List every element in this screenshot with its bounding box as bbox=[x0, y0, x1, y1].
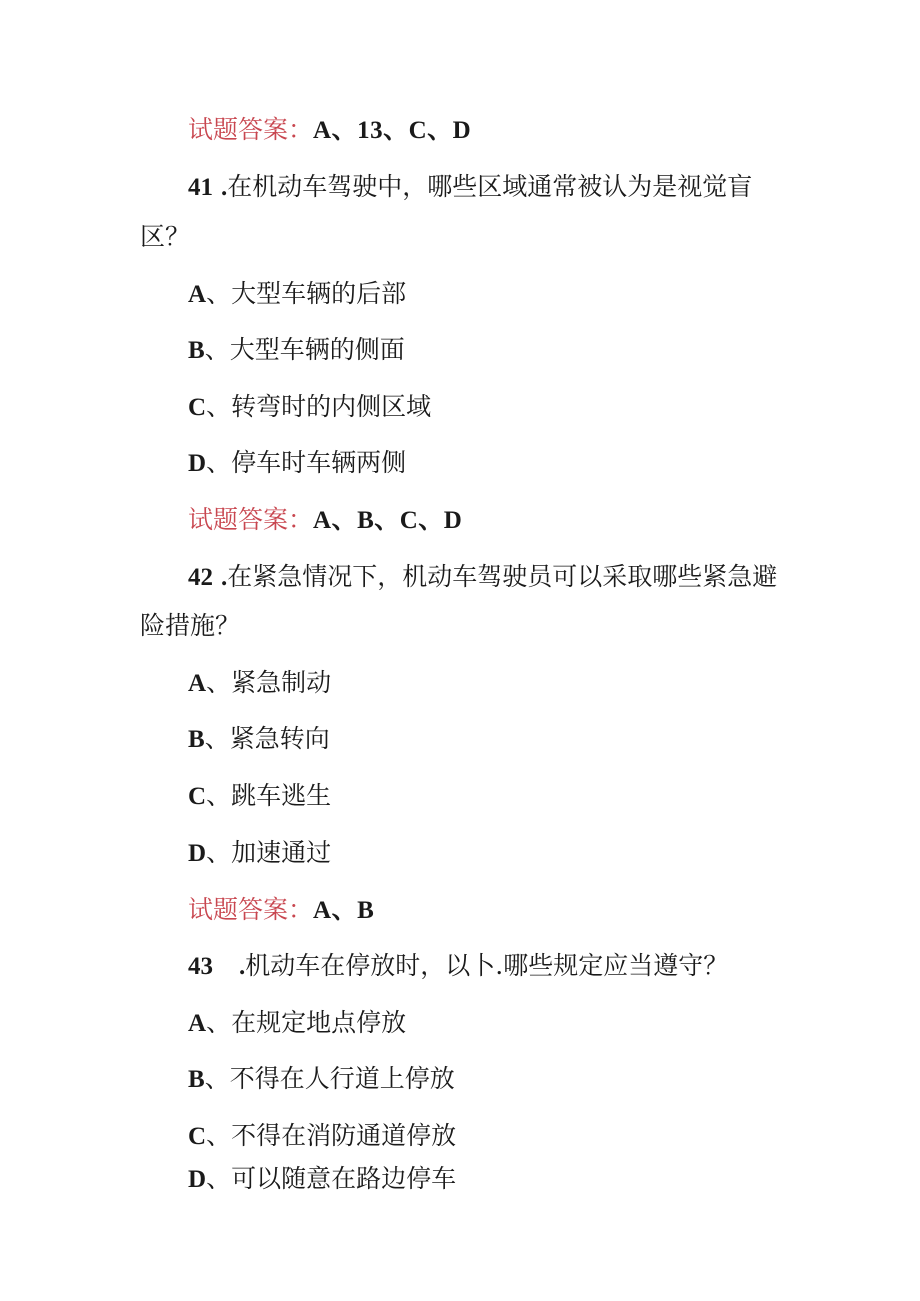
question-number: 41 bbox=[188, 174, 213, 201]
option-41-c: C、转弯时的内侧区域 bbox=[188, 392, 432, 421]
option-43-d: D、可以随意在路边停车 bbox=[188, 1164, 457, 1193]
answer-line-41 bbox=[188, 505, 462, 536]
option-41-a: A、大型车辆的后部 bbox=[188, 279, 407, 308]
answer-value: A、B、C、D bbox=[313, 507, 463, 534]
option-43-a: A、在规定地点停放 bbox=[188, 1008, 407, 1037]
question-number: 43 bbox=[188, 953, 213, 980]
answer-label: 试题答案： bbox=[188, 895, 314, 924]
answer-label: 试题答案： bbox=[188, 115, 314, 144]
answer-value: A、B bbox=[313, 897, 375, 924]
question-text-continued: 险措施？ bbox=[140, 611, 241, 640]
question-text: 机动车在停放时，以卜.哪些规定应当遵守？ bbox=[245, 951, 729, 980]
question-41-line2 bbox=[140, 222, 190, 252]
option-42-c: C、跳车逃生 bbox=[188, 781, 332, 810]
question-41-line1: 41 .在机动车驾驶中，哪些区域通常被认为是视觉盲 bbox=[188, 172, 753, 201]
option-43-c: C、不得在消防通道停放 bbox=[188, 1121, 457, 1150]
option-43-b: B、不得在人行道上停放 bbox=[188, 1064, 455, 1093]
question-text: 在机动车驾驶中，哪些区域通常被认为是视觉盲 bbox=[227, 172, 753, 201]
answer-line-prev bbox=[188, 115, 471, 146]
option-42-b: B、紧急转向 bbox=[188, 724, 330, 753]
answer-label: 试题答案： bbox=[188, 505, 314, 534]
question-43-line1: 43 .机动车在停放时，以卜.哪些规定应当遵守？ bbox=[188, 951, 729, 980]
option-42-d: D、加速通过 bbox=[188, 838, 332, 867]
option-41-b: B、大型车辆的侧面 bbox=[188, 335, 405, 364]
question-42-line1: 42 .在紧急情况下，机动车驾驶员可以采取哪些紧急避 bbox=[188, 562, 778, 591]
answer-line-42 bbox=[188, 895, 374, 926]
option-42-a: A、紧急制动 bbox=[188, 668, 332, 697]
answer-value: A、13、C、D bbox=[313, 117, 472, 144]
option-41-d: D、停车时车辆两侧 bbox=[188, 448, 407, 477]
question-text-continued: 区？ bbox=[140, 222, 191, 251]
question-number: 42 bbox=[188, 564, 213, 591]
question-42-line2 bbox=[140, 611, 240, 641]
question-text: 在紧急情况下，机动车驾驶员可以采取哪些紧急避 bbox=[227, 562, 778, 591]
